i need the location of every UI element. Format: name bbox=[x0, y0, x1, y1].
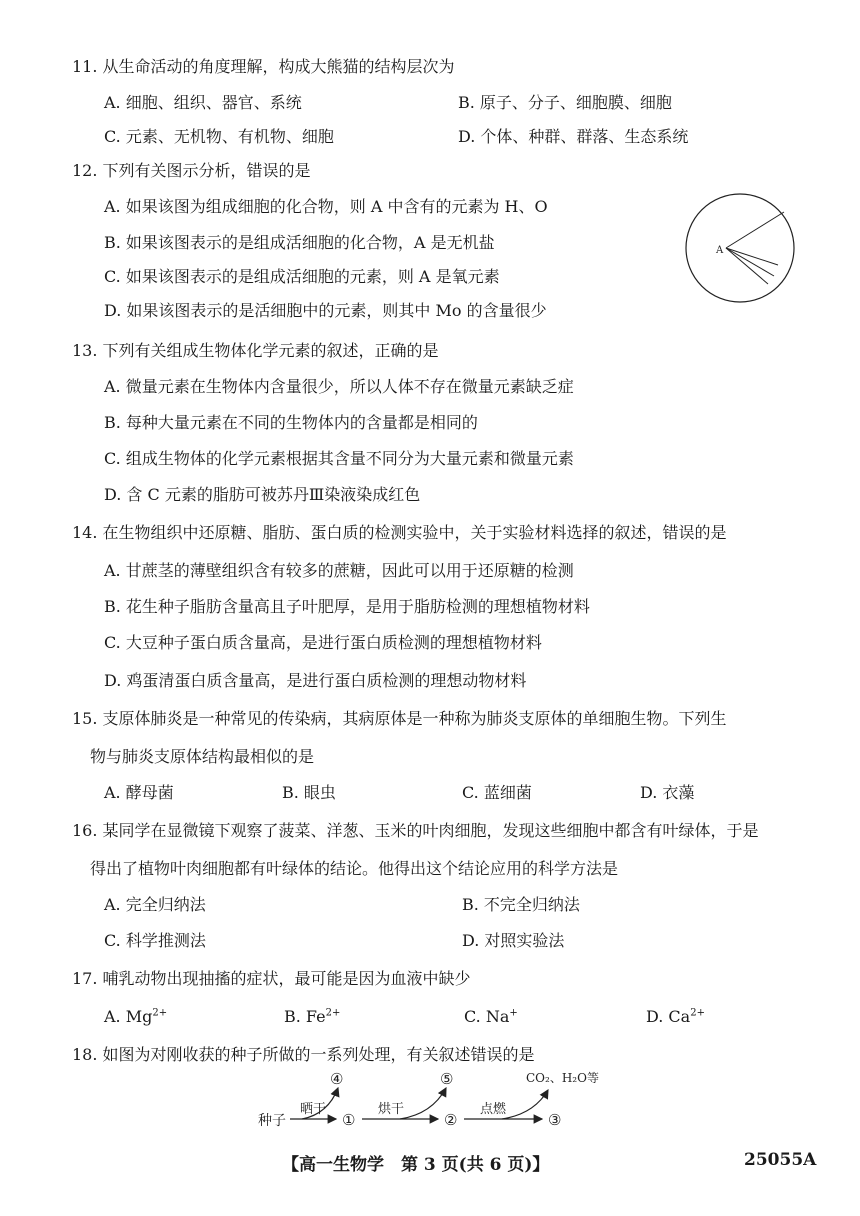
question-12-option-c: C. 如果该图表示的是组成活细胞的元素，则 A 是氧元素 bbox=[104, 267, 500, 286]
question-16-option-d: D. 对照实验法 bbox=[462, 931, 565, 950]
question-11-option-d: D. 个体、种群、群落、生态系统 bbox=[458, 127, 689, 146]
question-12-option-b: B. 如果该图表示的是组成活细胞的化合物，A 是无机盐 bbox=[104, 233, 495, 252]
question-17-option-b: B. $Fe^{2+}$ bbox=[284, 1007, 341, 1026]
question-15-option-c: C. 蓝细菌 bbox=[462, 783, 532, 802]
question-15-stem: 15. 支原体肺炎是一种常见的传染病，其病原体是一种称为肺炎支原体的单细胞生物。下列生 bbox=[72, 709, 727, 728]
footer-page-info: 【高一生物学 第 3 页(共 6 页)】 bbox=[282, 1155, 550, 1175]
flow-step-3-label: 点燃 bbox=[480, 1102, 507, 1117]
question-14-stem: 14. 在生物组织中还原糖、脂肪、蛋白质的检测实验中，关于实验材料选择的叙述，错误的是 bbox=[72, 523, 727, 542]
pie-divider-1 bbox=[726, 212, 784, 248]
pie-divider-2 bbox=[726, 248, 778, 265]
flow-step-2-label: 烘干 bbox=[378, 1102, 405, 1117]
question-16-option-c: C. 科学推测法 bbox=[104, 931, 206, 950]
question-14-option-d: D. 鸡蛋清蛋白质含量高，是进行蛋白质检测的理想动物材料 bbox=[104, 671, 527, 690]
pie-label-a: A bbox=[716, 245, 724, 256]
flow-seed-label: 种子 bbox=[258, 1113, 286, 1129]
pie-diagram bbox=[682, 190, 798, 306]
question-11-stem: 11. 从生命活动的角度理解，构成大熊猫的结构层次为 bbox=[72, 57, 455, 76]
question-15-option-b: B. 眼虫 bbox=[282, 783, 336, 802]
question-16-option-b: B. 不完全归纳法 bbox=[462, 895, 580, 914]
question-13-option-b: B. 每种大量元素在不同的生物体内的含量都是相同的 bbox=[104, 413, 478, 432]
question-13-stem: 13. 下列有关组成生物体化学元素的叙述，正确的是 bbox=[72, 341, 439, 360]
pie-divider-3 bbox=[726, 248, 774, 276]
footer-exam-code: 25055A bbox=[744, 1150, 817, 1170]
question-12-option-a: A. 如果该图为组成细胞的化合物，则 A 中含有的元素为 H、O bbox=[104, 197, 548, 216]
question-13-option-c: C. 组成生物体的化学元素根据其含量不同分为大量元素和微量元素 bbox=[104, 449, 574, 468]
question-17-option-c: C. Na+ bbox=[464, 1007, 518, 1026]
flow-step-1-label: 晒干 bbox=[300, 1102, 327, 1117]
question-17-option-d: D. $Ca^{2+}$ bbox=[646, 1007, 705, 1026]
flow-node-3: ③ bbox=[548, 1111, 562, 1129]
flow-products-label: CO₂、H₂O等 bbox=[526, 1071, 599, 1085]
question-17-option-a: A. $Mg^{2+}$ bbox=[104, 1007, 168, 1026]
question-14-option-a: A. 甘蔗茎的薄壁组织含有较多的蔗糖，因此可以用于还原糖的检测 bbox=[104, 561, 574, 580]
question-16-stem: 16. 某同学在显微镜下观察了菠菜、洋葱、玉米的叶肉细胞，发现这些细胞中都含有叶绿体，于是 bbox=[72, 821, 759, 840]
question-14-option-b: B. 花生种子脂肪含量高且子叶肥厚，是用于脂肪检测的理想植物材料 bbox=[104, 597, 590, 616]
pie-divider-4 bbox=[726, 248, 768, 284]
flow-node-5: ⑤ bbox=[440, 1070, 454, 1088]
seed-processing-flow-diagram bbox=[250, 1068, 610, 1138]
question-15-option-a: A. 酵母菌 bbox=[104, 783, 174, 802]
question-11-option-b: B. 原子、分子、细胞膜、细胞 bbox=[458, 93, 672, 112]
flow-curve-2 bbox=[400, 1088, 446, 1119]
flow-node-4: ④ bbox=[330, 1070, 344, 1088]
question-13-option-d: D. 含 C 元素的脂肪可被苏丹Ⅲ染液染成红色 bbox=[104, 485, 421, 504]
question-16-option-a: A. 完全归纳法 bbox=[104, 895, 206, 914]
question-15-option-d: D. 衣藻 bbox=[640, 783, 695, 802]
question-13-option-a: A. 微量元素在生物体内含量很少，所以人体不存在微量元素缺乏症 bbox=[104, 377, 574, 396]
question-18-stem: 18. 如图为对刚收获的种子所做的一系列处理，有关叙述错误的是 bbox=[72, 1045, 535, 1064]
flow-curve-3 bbox=[502, 1090, 548, 1119]
question-15-stem-line2: 物与肺炎支原体结构最相似的是 bbox=[90, 747, 315, 766]
question-11-option-a: A. 细胞、组织、器官、系统 bbox=[104, 93, 302, 112]
question-12-option-d: D. 如果该图表示的是活细胞中的元素，则其中 Mo 的含量很少 bbox=[104, 301, 547, 320]
question-12-stem: 12. 下列有关图示分析，错误的是 bbox=[72, 161, 311, 180]
question-11-option-c: C. 元素、无机物、有机物、细胞 bbox=[104, 127, 334, 146]
question-16-stem-line2: 得出了植物叶肉细胞都有叶绿体的结论。他得出这个结论应用的科学方法是 bbox=[90, 859, 619, 878]
question-14-option-c: C. 大豆种子蛋白质含量高，是进行蛋白质检测的理想植物材料 bbox=[104, 633, 542, 652]
flow-node-1: ① bbox=[342, 1111, 356, 1129]
pie-circle bbox=[686, 194, 794, 302]
flow-node-2: ② bbox=[444, 1111, 458, 1129]
question-17-stem: 17. 哺乳动物出现抽搐的症状，最可能是因为血液中缺少 bbox=[72, 969, 471, 988]
